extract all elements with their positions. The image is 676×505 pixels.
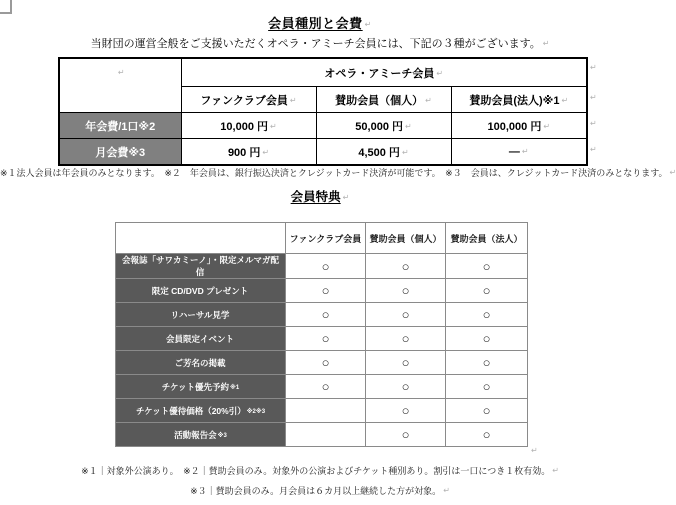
page-title bbox=[0, 13, 640, 32]
table-row bbox=[116, 351, 528, 375]
paragraph-mark-icon: ↵ bbox=[542, 39, 550, 48]
benefit-mark-cell: ○ bbox=[366, 375, 446, 399]
paragraph-mark-icon: ↵ bbox=[543, 121, 551, 131]
fees-row-label: 年会費/1口※2 bbox=[59, 113, 181, 139]
benefit-mark-cell: ○ bbox=[366, 351, 446, 375]
fees-column-header: 賛助会員(法人)※1 ↵ bbox=[451, 87, 587, 113]
paragraph-mark-icon: ↵ bbox=[531, 446, 538, 455]
fees-group-header: オペラ・アミーチ会員 ↵ bbox=[181, 58, 587, 87]
benefit-mark-cell: ○ bbox=[446, 399, 528, 423]
benefit-mark-cell: ○ bbox=[286, 254, 366, 279]
benefits-column-header: ファンクラブ会員 bbox=[286, 223, 366, 254]
fees-corner-cell bbox=[59, 58, 181, 113]
paragraph-mark-icon: ↵ bbox=[289, 95, 297, 105]
benefit-mark-cell: ○ bbox=[446, 423, 528, 447]
benefit-mark-cell: ○ bbox=[446, 327, 528, 351]
paragraph-mark-icon: ↵ bbox=[117, 68, 125, 77]
fee-value-cell: 4,500 円 ↵ bbox=[316, 139, 451, 166]
benefit-mark-cell: ○ bbox=[366, 399, 446, 423]
benefits-corner-cell bbox=[116, 223, 286, 254]
benefits-footnote: ※１｜対象外公演あり。 ※２｜賛助会員のみ。対象外の公演およびチケット種別あり。割引は一口につき１枚有効。 ↵ bbox=[81, 466, 559, 476]
benefit-mark-cell: ○ bbox=[286, 327, 366, 351]
table-row bbox=[59, 139, 587, 166]
benefit-mark-cell: ○ bbox=[286, 303, 366, 327]
page-subtitle bbox=[0, 35, 640, 51]
benefit-mark-cell: ○ bbox=[286, 279, 366, 303]
fees-footnote: ※１法人会員は年会員のみとなります。 ※２ 年会員は、銀行振込決済とクレジットカード決済が可能です。 ※３ 会員は、クレジットカード決済のみとなります。 ↵ bbox=[0, 168, 676, 178]
benefit-mark-cell: ○ bbox=[366, 279, 446, 303]
paragraph-mark-icon: ↵ bbox=[401, 147, 409, 157]
benefit-row-label: リハーサル見学 bbox=[116, 303, 286, 327]
fee-value-cell: 900 円 ↵ bbox=[181, 139, 316, 166]
benefit-mark-cell: ○ bbox=[446, 254, 528, 279]
fees-column-header: 賛助会員（個人） ↵ bbox=[316, 87, 451, 113]
benefit-mark-cell: ○ bbox=[366, 327, 446, 351]
paragraph-mark-icon: ↵ bbox=[590, 63, 597, 72]
table-row bbox=[116, 399, 528, 423]
benefits-footnote: ※３｜賛助会員のみ。月会員は６カ月以上継続した方が対象。 ↵ bbox=[190, 486, 450, 496]
benefit-mark-cell: ○ bbox=[446, 279, 528, 303]
paragraph-mark-icon: ↵ bbox=[443, 486, 450, 495]
paragraph-mark-icon: ↵ bbox=[425, 95, 432, 105]
benefit-mark-cell: ○ bbox=[286, 351, 366, 375]
paragraph-mark-icon: ↵ bbox=[405, 121, 412, 131]
benefits-section-title-text: 会員特典 bbox=[290, 190, 341, 204]
page-subtitle-text: 当財団の運営全般をご支援いただくオペラ・アミーチ会員には、下記の３種がございます。 bbox=[90, 38, 541, 50]
benefit-row-label: 活動報告会※3 bbox=[116, 423, 286, 447]
paragraph-mark-icon: ↵ bbox=[364, 20, 372, 29]
benefit-mark-cell: ○ bbox=[366, 303, 446, 327]
paragraph-mark-icon: ↵ bbox=[561, 95, 569, 105]
benefit-mark-cell: ○ bbox=[446, 303, 528, 327]
paragraph-mark-icon: ↵ bbox=[521, 146, 529, 156]
table-row bbox=[116, 279, 528, 303]
fees-column-header: ファンクラブ会員 ↵ bbox=[181, 87, 316, 113]
benefit-row-label: 会報誌「サワカミーノ」・限定メルマガ配信 bbox=[116, 254, 286, 279]
text-boundary-corner-mark bbox=[0, 0, 12, 14]
paragraph-mark-icon: ↵ bbox=[552, 466, 559, 475]
benefit-mark-cell: ○ bbox=[366, 254, 446, 279]
benefit-row-label: ご芳名の掲載 bbox=[116, 351, 286, 375]
benefit-mark-cell: ○ bbox=[446, 375, 528, 399]
benefits-table bbox=[115, 222, 528, 447]
benefit-row-label: チケット優先予約※1 bbox=[116, 375, 286, 399]
paragraph-mark-icon: ↵ bbox=[262, 147, 270, 157]
benefit-mark-cell: ○ bbox=[286, 375, 366, 399]
page-title-text: 会員種別と会費 bbox=[268, 16, 363, 31]
benefits-section-title bbox=[0, 187, 640, 205]
fee-value-cell: ― ↵ bbox=[451, 139, 587, 166]
table-row bbox=[59, 113, 587, 139]
benefit-mark-cell bbox=[286, 423, 366, 447]
table-row bbox=[116, 254, 528, 279]
paragraph-mark-icon: ↵ bbox=[270, 121, 277, 131]
table-row bbox=[59, 58, 587, 87]
table-row bbox=[116, 303, 528, 327]
fee-value-cell: 10,000 円 ↵ bbox=[181, 113, 316, 139]
fees-table bbox=[58, 57, 588, 166]
paragraph-mark-icon: ↵ bbox=[590, 93, 597, 102]
benefits-column-header: 賛助会員（個人） bbox=[366, 223, 446, 254]
fee-value-cell: 100,000 円 ↵ bbox=[451, 113, 587, 139]
benefit-row-label: チケット優待価格（20%引）※2※3 bbox=[116, 399, 286, 423]
paragraph-mark-icon: ↵ bbox=[342, 193, 350, 202]
benefits-column-header: 賛助会員（法人） bbox=[446, 223, 528, 254]
paragraph-mark-icon: ↵ bbox=[590, 119, 597, 128]
table-row bbox=[116, 223, 528, 254]
benefit-mark-cell bbox=[286, 399, 366, 423]
paragraph-mark-icon: ↵ bbox=[669, 168, 676, 177]
benefit-mark-cell: ○ bbox=[366, 423, 446, 447]
benefit-mark-cell: ○ bbox=[446, 351, 528, 375]
fee-value-cell: 50,000 円 ↵ bbox=[316, 113, 451, 139]
paragraph-mark-icon: ↵ bbox=[436, 68, 444, 78]
table-row bbox=[116, 423, 528, 447]
paragraph-mark-icon: ↵ bbox=[590, 145, 597, 154]
benefit-row-label: 会員限定イベント bbox=[116, 327, 286, 351]
benefit-row-label: 限定 CD/DVD プレゼント bbox=[116, 279, 286, 303]
table-row bbox=[116, 327, 528, 351]
fees-row-label: 月会費※3 bbox=[59, 139, 181, 166]
table-row bbox=[116, 375, 528, 399]
